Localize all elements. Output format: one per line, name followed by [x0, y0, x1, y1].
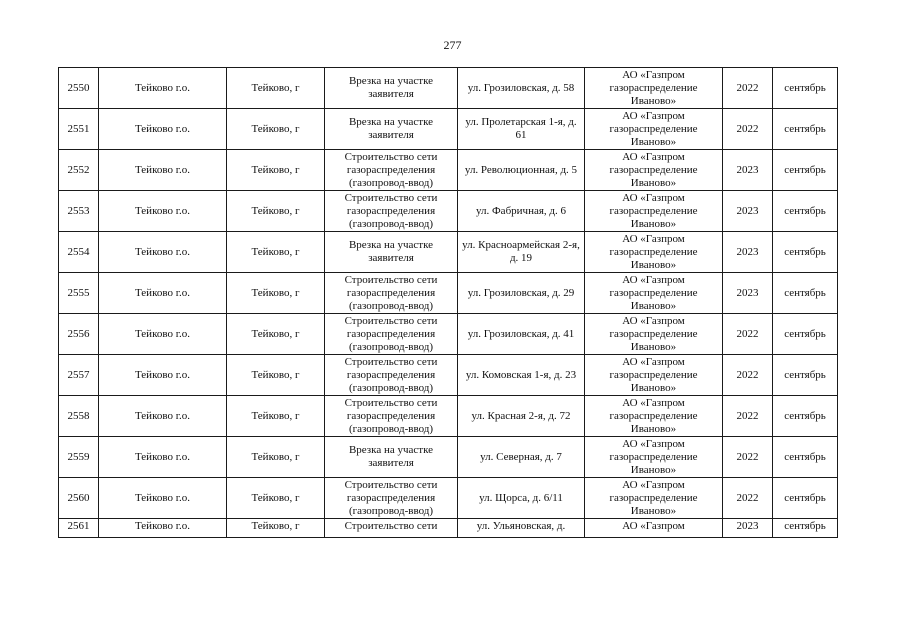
cell-num: 2560 [59, 478, 99, 519]
table-row [59, 150, 838, 191]
cell-year: 2022 [723, 355, 773, 396]
table-row [59, 273, 838, 314]
cell-year: 2022 [723, 314, 773, 355]
cell-work-type: Строительство сети газораспределения (газопровод-ввод) [325, 396, 458, 437]
cell-organization: АО «Газпром газораспределение Иваново» [585, 150, 723, 191]
cell-num: 2559 [59, 437, 99, 478]
table-row [59, 355, 838, 396]
cell-district: Тейково г.о. [99, 519, 227, 538]
cell-year: 2022 [723, 437, 773, 478]
cell-month: сентябрь [773, 273, 838, 314]
cell-year: 2022 [723, 478, 773, 519]
cell-district: Тейково г.о. [99, 150, 227, 191]
table-row [59, 478, 838, 519]
table-body [59, 68, 838, 538]
cell-month: сентябрь [773, 437, 838, 478]
cell-locality: Тейково, г [227, 109, 325, 150]
cell-organization: АО «Газпром газораспределение Иваново» [585, 273, 723, 314]
cell-district: Тейково г.о. [99, 109, 227, 150]
cell-num: 2550 [59, 68, 99, 109]
cell-locality: Тейково, г [227, 519, 325, 538]
cell-num: 2556 [59, 314, 99, 355]
cell-num: 2551 [59, 109, 99, 150]
cell-locality: Тейково, г [227, 68, 325, 109]
gasification-table [58, 67, 838, 538]
cell-address: ул. Фабричная, д. 6 [458, 191, 585, 232]
cell-work-type: Врезка на участке заявителя [325, 232, 458, 273]
cell-locality: Тейково, г [227, 396, 325, 437]
cell-num: 2555 [59, 273, 99, 314]
cell-locality: Тейково, г [227, 191, 325, 232]
cell-locality: Тейково, г [227, 355, 325, 396]
cell-district: Тейково г.о. [99, 232, 227, 273]
cell-district: Тейково г.о. [99, 273, 227, 314]
cell-organization: АО «Газпром газораспределение Иваново» [585, 68, 723, 109]
cell-locality: Тейково, г [227, 273, 325, 314]
cell-work-type: Строительство сети [325, 519, 458, 538]
cell-address: ул. Красноармейская 2-я, д. 19 [458, 232, 585, 273]
cell-address: ул. Грозиловская, д. 41 [458, 314, 585, 355]
cell-month: сентябрь [773, 191, 838, 232]
table-row [59, 314, 838, 355]
cell-month: сентябрь [773, 314, 838, 355]
cell-locality: Тейково, г [227, 232, 325, 273]
table-row [59, 232, 838, 273]
cell-year: 2023 [723, 150, 773, 191]
cell-month: сентябрь [773, 109, 838, 150]
cell-district: Тейково г.о. [99, 478, 227, 519]
cell-year: 2023 [723, 232, 773, 273]
cell-month: сентябрь [773, 232, 838, 273]
table-row [59, 68, 838, 109]
cell-organization: АО «Газпром газораспределение Иваново» [585, 109, 723, 150]
cell-work-type: Врезка на участке заявителя [325, 109, 458, 150]
cell-organization: АО «Газпром [585, 519, 723, 538]
cell-num: 2557 [59, 355, 99, 396]
cell-num: 2552 [59, 150, 99, 191]
cell-num: 2554 [59, 232, 99, 273]
table-row [59, 437, 838, 478]
cell-locality: Тейково, г [227, 314, 325, 355]
cell-work-type: Строительство сети газораспределения (газопровод-ввод) [325, 150, 458, 191]
cell-year: 2023 [723, 519, 773, 538]
cell-month: сентябрь [773, 519, 838, 538]
cell-month: сентябрь [773, 478, 838, 519]
cell-address: ул. Щорса, д. 6/11 [458, 478, 585, 519]
cell-work-type: Врезка на участке заявителя [325, 68, 458, 109]
cell-address: ул. Красная 2-я, д. 72 [458, 396, 585, 437]
cell-organization: АО «Газпром газораспределение Иваново» [585, 191, 723, 232]
cell-address: ул. Пролетарская 1-я, д. 61 [458, 109, 585, 150]
cell-month: сентябрь [773, 150, 838, 191]
cell-address: ул. Грозиловская, д. 29 [458, 273, 585, 314]
cell-work-type: Строительство сети газораспределения (газопровод-ввод) [325, 478, 458, 519]
cell-district: Тейково г.о. [99, 355, 227, 396]
cell-address: ул. Революционная, д. 5 [458, 150, 585, 191]
table-row [59, 191, 838, 232]
table-row [59, 109, 838, 150]
cell-work-type: Строительство сети газораспределения (газопровод-ввод) [325, 273, 458, 314]
cell-organization: АО «Газпром газораспределение Иваново» [585, 355, 723, 396]
cell-num: 2558 [59, 396, 99, 437]
cell-district: Тейково г.о. [99, 437, 227, 478]
cell-locality: Тейково, г [227, 478, 325, 519]
cell-locality: Тейково, г [227, 150, 325, 191]
cell-work-type: Строительство сети газораспределения (газопровод-ввод) [325, 314, 458, 355]
page-number: 277 [443, 38, 462, 52]
cell-organization: АО «Газпром газораспределение Иваново» [585, 314, 723, 355]
cell-work-type: Строительство сети газораспределения (газопровод-ввод) [325, 355, 458, 396]
cell-organization: АО «Газпром газораспределение Иваново» [585, 396, 723, 437]
cell-address: ул. Северная, д. 7 [458, 437, 585, 478]
table-row [59, 519, 838, 538]
cell-year: 2022 [723, 109, 773, 150]
cell-locality: Тейково, г [227, 437, 325, 478]
cell-district: Тейково г.о. [99, 68, 227, 109]
cell-organization: АО «Газпром газораспределение Иваново» [585, 478, 723, 519]
cell-num: 2561 [59, 519, 99, 538]
cell-month: сентябрь [773, 396, 838, 437]
cell-address: ул. Грозиловская, д. 58 [458, 68, 585, 109]
cell-work-type: Врезка на участке заявителя [325, 437, 458, 478]
cell-year: 2023 [723, 191, 773, 232]
cell-num: 2553 [59, 191, 99, 232]
cell-month: сентябрь [773, 355, 838, 396]
table-row [59, 396, 838, 437]
cell-district: Тейково г.о. [99, 314, 227, 355]
cell-year: 2022 [723, 396, 773, 437]
cell-year: 2023 [723, 273, 773, 314]
cell-year: 2022 [723, 68, 773, 109]
cell-address: ул. Ульяновская, д. [458, 519, 585, 538]
cell-district: Тейково г.о. [99, 191, 227, 232]
cell-district: Тейково г.о. [99, 396, 227, 437]
cell-work-type: Строительство сети газораспределения (газопровод-ввод) [325, 191, 458, 232]
cell-month: сентябрь [773, 68, 838, 109]
cell-organization: АО «Газпром газораспределение Иваново» [585, 437, 723, 478]
cell-organization: АО «Газпром газораспределение Иваново» [585, 232, 723, 273]
cell-address: ул. Комовская 1-я, д. 23 [458, 355, 585, 396]
